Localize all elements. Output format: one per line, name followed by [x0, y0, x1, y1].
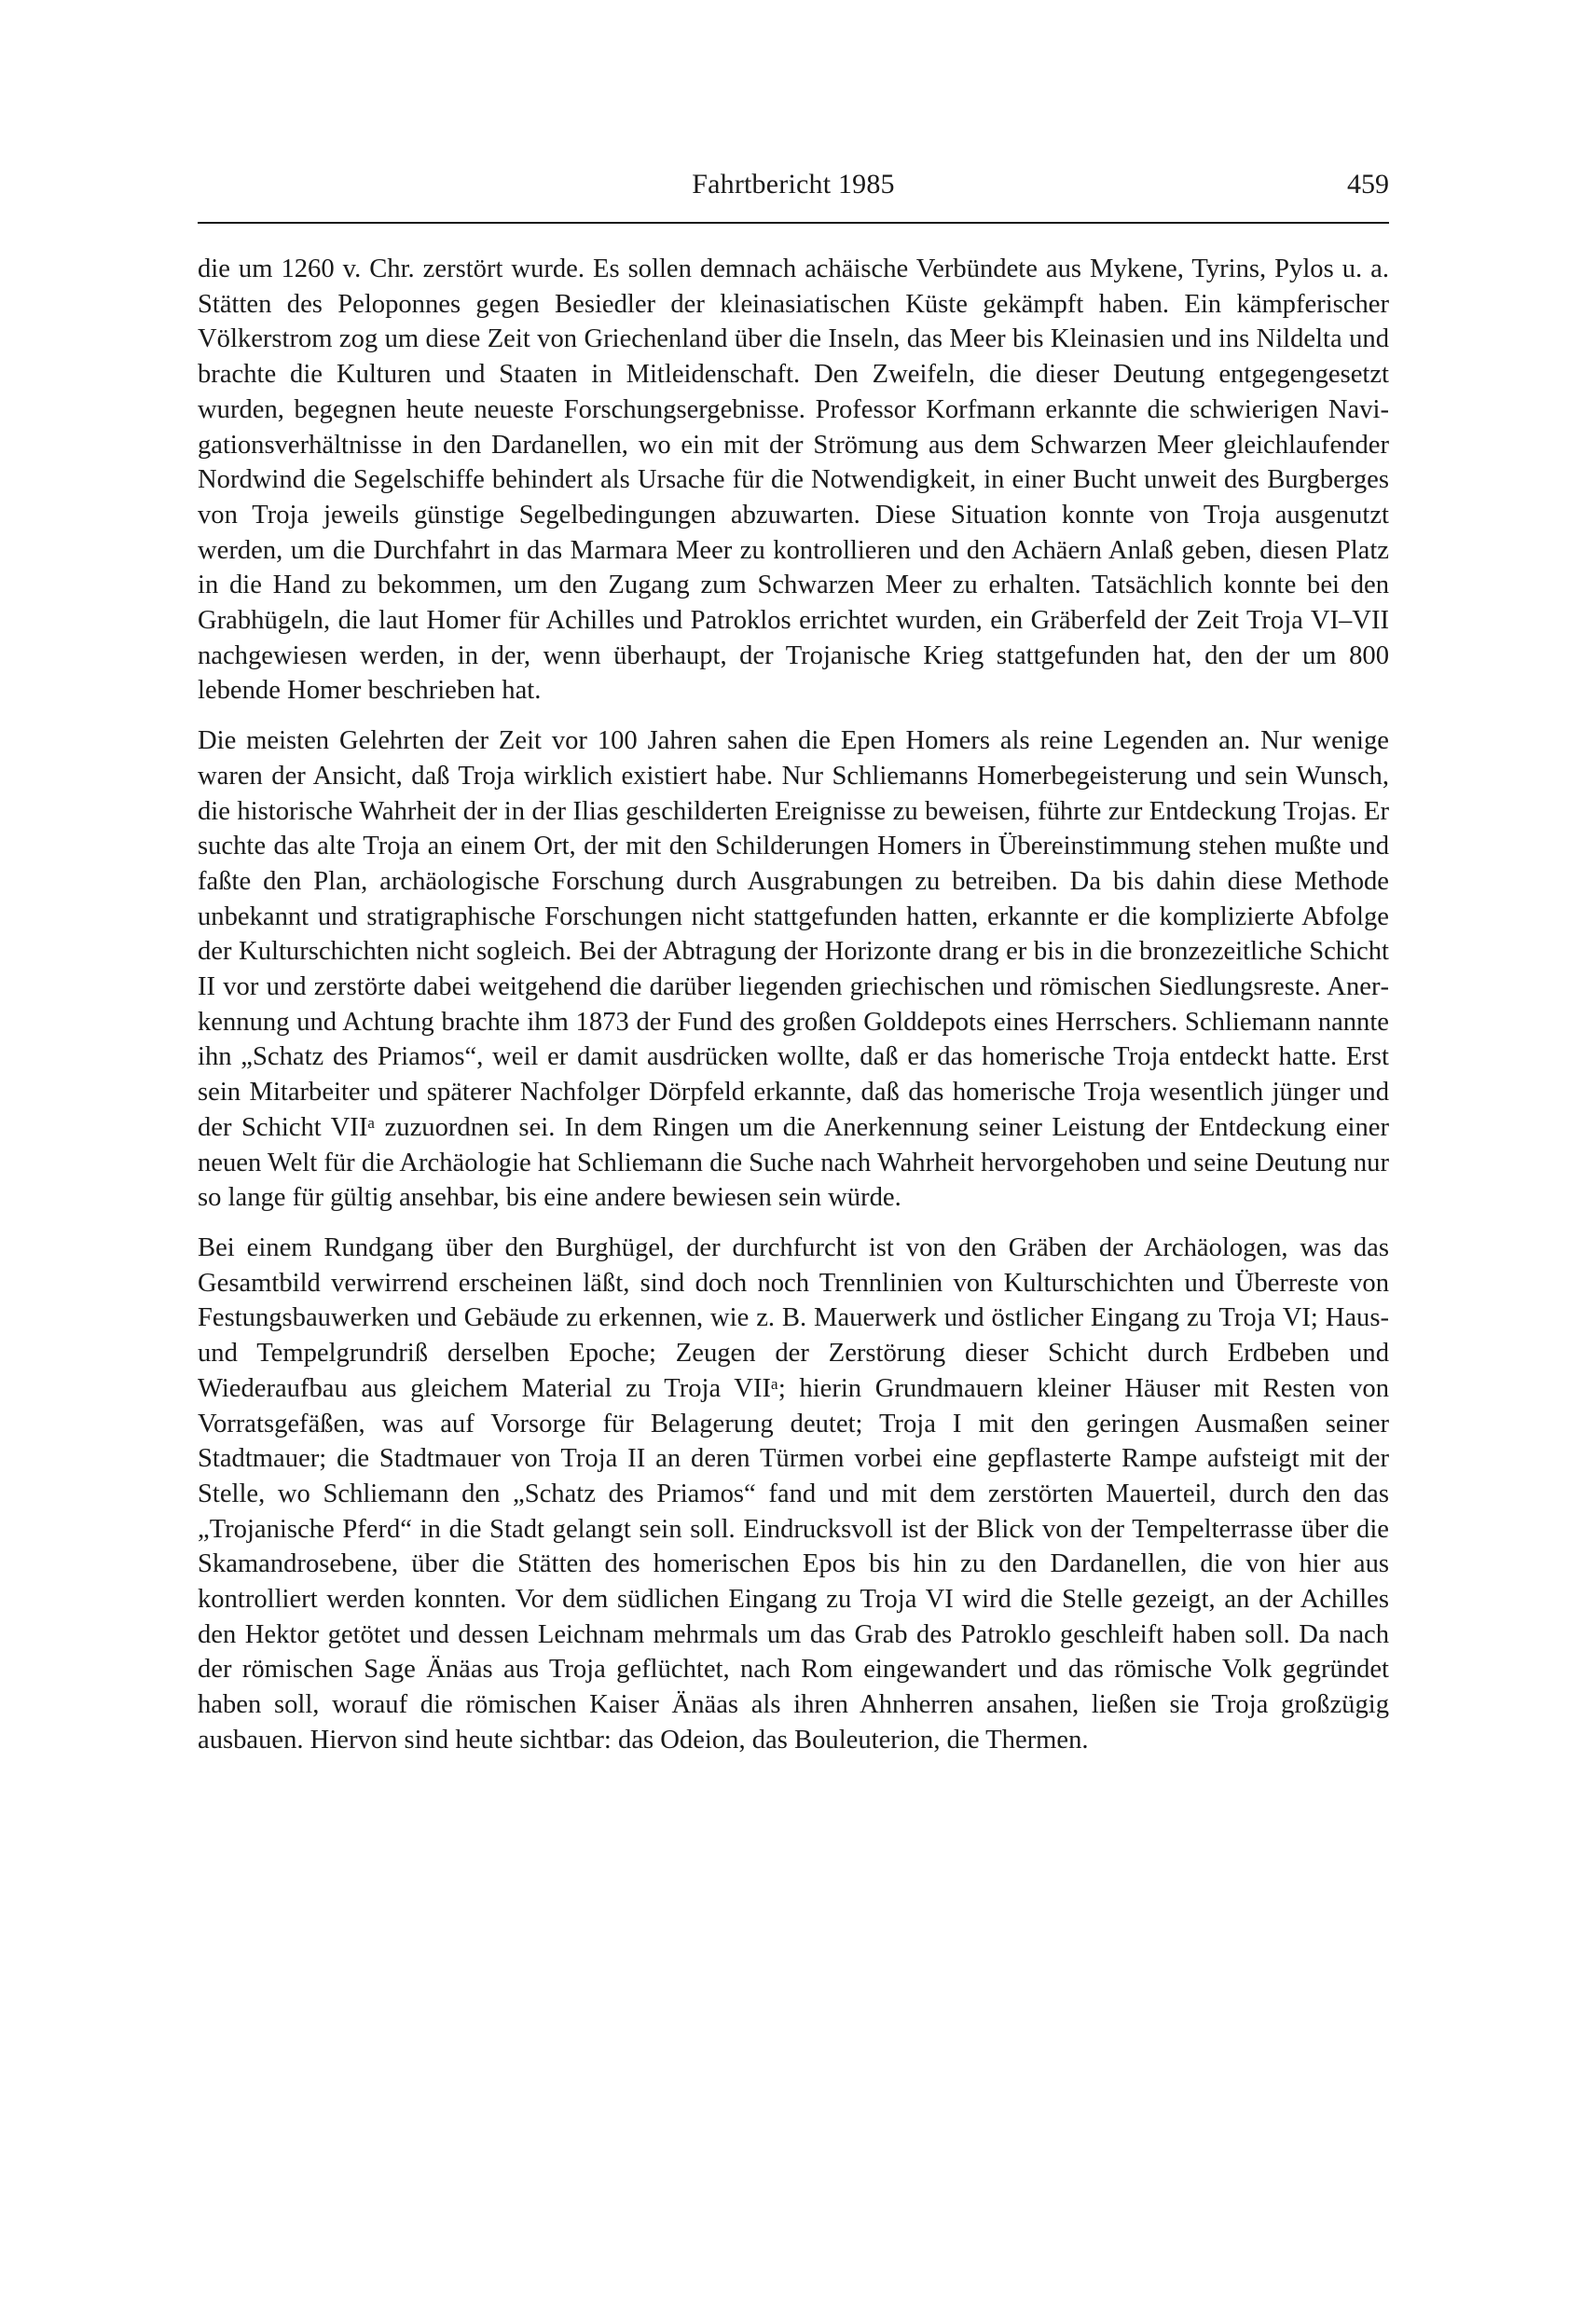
paragraph-2: Die meisten Gelehrten der Zeit vor 100 Jahren sahen die Epen Homers als reine Legenden an. Nur wenige waren der Ansicht, daß Troja wirklich existiert habe. Nur Schliemanns Homerbegeisterung und sein Wunsch, die historische Wahrheit der in der Ilias geschilderten Ereignisse zu beweisen, führte zur Entdeckung Trojas. Er suchte das alte Troja an einem Ort, der mit den Schilderungen Homers in Übereinstimmung stehen mußte und faßte den Plan, archäologische Forschung durch Ausgrabungen zu betreiben. Da bis dahin diese Methode unbekannt und stratigraphische Forschungen nicht stattgefunden hatten, erkannte er die komplizierte Abfolge der Kulturschichten nicht sogleich. Bei der Abtragung der Horizonte drang er bis in die bronzezeitliche Schicht II vor und zerstörte dabei weitgehend die darüber liegenden griechischen und römischen Siedlungsreste. Anerkennung und Achtung brachte ihm 1873 der Fund des großen Golddepots eines Herrschers. Schliemann nannte ihn „Schatz des Priamos“, weil er damit ausdrücken wollte, daß er das homerische Troja entdeckt hatte. Erst sein Mitarbeiter und späterer Nachfolger Dörpfeld erkannte, daß das homerische Troja wesentlich jünger und der Schicht VIIᵃ zuzuordnen sei. In dem Ringen um die Anerkennung seiner Leistung der Entdeckung einer neuen Welt für die Archäologie hat Schliemann die Suche nach Wahrheit hervorgehoben und seine Deutung nur so lange für gültig ansehbar, bis eine andere bewiesen sein würde. [198, 726, 1389, 1213]
running-head [198, 166, 1389, 207]
page-number: 459 [1347, 169, 1389, 200]
running-title: Fahrtbericht 1985 [692, 169, 895, 200]
header-rule [198, 222, 1389, 224]
paragraph-3: Bei einem Rundgang über den Burghügel, der durchfurcht ist von den Gräben der Archäologen, was das Gesamtbild verwirrend erscheinen läßt, sind doch noch Trennlinien von Kulturschichten und Überreste von Festungsbauwerken und Gebäude zu erkennen, wie z. B. Mauerwerk und östlicher Eingang zu Troja VI; Haus- und Tempelgrundriß derselben Epoche; Zeugen der Zerstörung dieser Schicht durch Erdbeben und Wiederaufbau aus gleichem Material zu Troja VIIᵃ; hierin Grundmauern kleiner Häuser mit Resten von Vorratsgefäßen, was auf Vorsorge für Belagerung deutet; Troja I mit den geringen Ausmaßen seiner Stadtmauer; die Stadtmauer von Troja II an deren Türmen vorbei eine gepflasterte Rampe aufsteigt mit der Stelle, wo Schliemann den „Schatz des Priamos“ fand und mit dem zerstörten Mauerteil, durch den das „Trojanische Pferd“ in die Stadt gelangt sein soll. Eindrucksvoll ist der Blick von der Tempelterrasse über die Skamandrosebene, über die Stätten des homerischen Epos bis hin zu den Dardanellen, die von hier aus kontrolliert werden konnten. Vor dem südlichen Eingang zu Troja VI wird die Stelle gezeigt, an der Achilles den Hektor getötet und dessen Leichnam mehrmals um das Grab des Patroklo geschleift haben soll. Da nach der römischen Sage Änäas aus Troja geflüchtet, nach Rom eingewandert und das römische Volk gegründet haben soll, worauf die römischen Kaiser Änäas als ihren Ahnherren ansahen, ließen sie Troja großzügig ausbauen. Hiervon sind heute sichtbar: das Odeion, das Bouleuterion, die Thermen. [198, 1232, 1389, 1755]
paragraph-1: die um 1260 v. Chr. zerstört wurde. Es sollen demnach achäische Verbündete aus Mykene, Tyrins, Pylos u. a. Stätten des Peloponnes gegen Besiedler der kleinasiatischen Küste gekämpft haben. Ein kämpferischer Völkerstrom zog um diese Zeit von Griechenland über die Inseln, das Meer bis Kleinasien und ins Nildelta und brachte die Kulturen und Staaten in Mitleidenschaft. Den Zweifeln, die dieser Deutung entgegengesetzt wurden, begegnen heute neueste Forschungsergebnisse. Professor Korfmann erkannte die schwierigen Navigationsverhältnisse in den Dardanellen, wo ein mit der Strömung aus dem Schwarzen Meer gleichlaufender Nordwind die Segelschiffe behindert als Ursache für die Notwendigkeit, in einer Bucht unweit des Burgberges von Troja jeweils günstige Segelbedingungen abzuwarten. Diese Situation konnte von Troja ausgenutzt werden, um die Durchfahrt in das Marmara Meer zu kontrollieren und den Achäern Anlaß geben, diesen Platz in die Hand zu bekommen, um den Zugang zum Schwarzen Meer zu erhalten. Tatsächlich konnte bei den Grabhügeln, die laut Homer für Achilles und Patroklos errichtet wurden, ein Gräberfeld der Zeit Troja VI–VII nachgewiesen werden, in der, wenn überhaupt, der Trojanische Krieg stattgefunden hat, den der um 800 lebende Homer beschrieben hat. [198, 255, 1389, 706]
body-text [198, 252, 1389, 1773]
